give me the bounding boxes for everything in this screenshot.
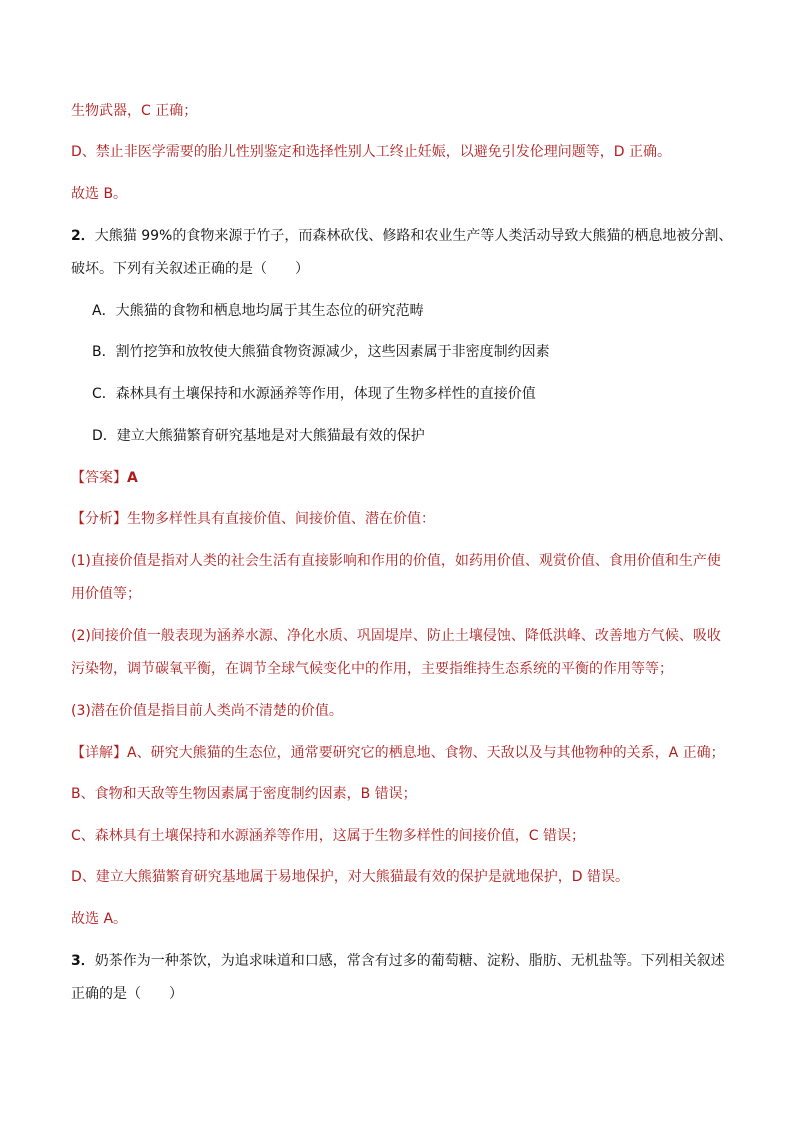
analysis-point-1: (1)直接价值是指对人类的社会生活有直接影响和作用的价值，如药用价值、观赏价值、食用价值和生产使 xyxy=(71,553,721,569)
analysis-point-3: (3)潜在价值是指目前人类尚不清楚的价值。 xyxy=(71,703,343,719)
option-d: D．建立大熊猫繁育研究基地是对大熊猫最有效的保护 xyxy=(92,428,425,444)
question-number: 3． xyxy=(71,953,95,969)
selection-line: 故选 B。 xyxy=(71,186,128,202)
question-2-line: 破坏。下列有关叙述正确的是（ ） xyxy=(71,261,309,277)
analysis-point-1: 用价值等； xyxy=(71,586,141,602)
answer-line xyxy=(71,468,138,488)
question-text: 奶茶作为一种茶饮，为追求味道和口感，常含有过多的葡萄糖、淀粉、脂肪、无机盐等。下列相关叙述 xyxy=(94,953,725,969)
detail-line: D、建立大熊猫繁育研究基地属于易地保护，对大熊猫最有效的保护是就地保护，D 错误。 xyxy=(71,869,630,885)
detail-tag: 【详解】 xyxy=(71,745,127,761)
analysis-text: 生物多样性具有直接价值、间接价值、潜在价值： xyxy=(127,511,435,527)
question-number: 2． xyxy=(71,228,95,244)
selection-line: 故选 A。 xyxy=(71,911,128,927)
explanation-line: 生物武器，C 正确； xyxy=(71,103,198,119)
answer-value: A xyxy=(127,470,138,486)
option-b: B．割竹挖笋和放牧使大熊猫食物资源减少，这些因素属于非密度制约因素 xyxy=(92,344,550,360)
question-text: 大熊猫 99%的食物来源于竹子，而森林砍伐、修路和农业生产等人类活动导致大熊猫的栖息地被分割、 xyxy=(94,228,733,244)
analysis-tag: 【分析】 xyxy=(71,511,127,527)
option-a: A．大熊猫的食物和栖息地均属于其生态位的研究范畴 xyxy=(92,303,424,319)
question-3-line xyxy=(71,951,725,971)
analysis-line xyxy=(71,509,435,529)
analysis-point-2: 污染物，调节碳氧平衡，在调节全球气候变化中的作用，主要指维持生态系统的平衡的作用等等； xyxy=(71,661,673,677)
question-2-line xyxy=(71,226,732,246)
explanation-line: D、禁止非医学需要的胎儿性别鉴定和选择性别人工终止妊娠，以避免引发伦理问题等，D 正确。 xyxy=(71,144,672,160)
question-3-line: 正确的是（ ） xyxy=(71,986,183,1002)
detail-line: C、森林具有土壤保持和水源涵养等作用，这属于生物多样性的间接价值，C 错误； xyxy=(71,828,585,844)
detail-line: B、食物和天敌等生物因素属于密度制约因素，B 错误； xyxy=(71,786,417,802)
analysis-point-2: (2)间接价值一般表现为涵养水源、净化水质、巩固堤岸、防止土壤侵蚀、降低洪峰、改善地方气候、吸收 xyxy=(71,628,721,644)
answer-tag: 【答案】 xyxy=(71,470,127,486)
option-c: C．森林具有土壤保持和水源涵养等作用，体现了生物多样性的直接价值 xyxy=(92,386,536,402)
detail-line xyxy=(71,743,725,763)
detail-text: A、研究大熊猫的生态位，通常要研究它的栖息地、食物、天敌以及与其他物种的关系，A 正确； xyxy=(127,745,725,761)
